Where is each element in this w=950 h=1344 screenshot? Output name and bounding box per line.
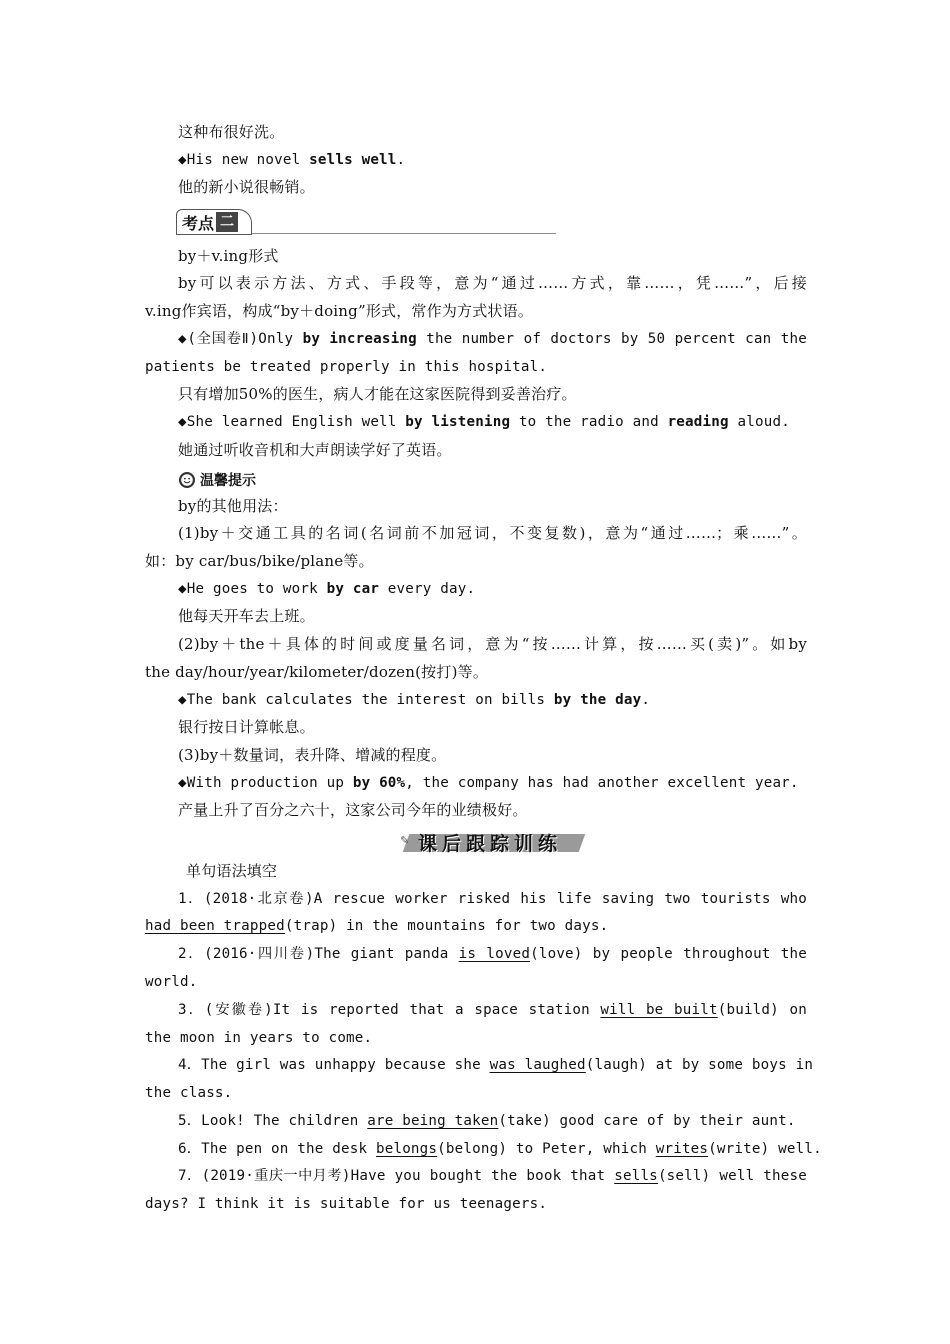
example-sentence: ◆He goes to work by car every day. [178, 581, 476, 597]
text-line: (2)by＋the＋具体的时间或度量名词，意为“按……计算，按……买(卖)”。如by [178, 635, 807, 653]
section-badge: 考点 二 [176, 209, 252, 235]
question-line: the moon in years to come. [145, 1030, 373, 1046]
question-line: the class. [145, 1085, 233, 1101]
text-line: 这种布很好洗。 [178, 123, 285, 141]
tip-label: 温馨提示 [200, 473, 256, 489]
text-line: (3)by＋数量词，表升降、增减的程度。 [178, 746, 447, 764]
answer-blank: had been trapped [145, 918, 285, 934]
question-line: 5．Look! The children are being taken(take) good care of by their aunt. [178, 1113, 796, 1129]
section-title: by＋v.ing形式 [178, 247, 279, 265]
example-sentence: ◆She learned English well by listening to the radio and reading aloud. [178, 414, 790, 430]
text-line: v.ing作宾语，构成“by＋doing”形式，常作为方式状语。 [145, 302, 534, 320]
exercise-subtitle: 单句语法填空 [186, 862, 278, 880]
translation-line: 银行按日计算帐息。 [178, 718, 315, 736]
example-sentence: patients be treated properly in this hospital. [145, 359, 548, 375]
answer-blank: sells [614, 1168, 658, 1184]
answer-blank: was laughed [489, 1057, 586, 1073]
question-line: world. [145, 974, 198, 990]
answer-blank: writes [655, 1141, 709, 1157]
translation-line: 他每天开车去上班。 [178, 607, 315, 625]
example-sentence: ◆With production up by 60%, the company has had another excellent year. [178, 775, 799, 791]
tip-header [178, 470, 256, 490]
text-line: by可以表示方法、方式、手段等，意为“通过……方式，靠……，凭……”，后接 [178, 274, 807, 292]
question-line: 7．(2019·重庆一中月考)Have you bought the book that sells(sell) well these [178, 1168, 807, 1184]
question-line: had been trapped(trap) in the mountains for two days. [145, 918, 609, 934]
text-line: the day/hour/year/kilometer/dozen(按打)等。 [145, 663, 489, 681]
example-sentence: ◆His new novel sells well. [178, 152, 406, 168]
section-rule [252, 233, 556, 234]
translation-line: 产量上升了百分之六十，这家公司今年的业绩极好。 [178, 801, 528, 819]
banner-title: 课后跟踪训练 [418, 833, 563, 855]
text-line: (1)by＋交通工具的名词(名词前不加冠词，不变复数)，意为“通过……；乘……”。 [178, 524, 807, 542]
smiley-icon [178, 471, 196, 489]
question-line: 1．(2018·北京卷)A rescue worker risked his life saving two tourists who [178, 891, 807, 907]
example-sentence: ◆The bank calculates the interest on bills by the day. [178, 692, 651, 708]
text-line: 如：by car/bus/bike/plane等。 [145, 552, 374, 570]
question-line: 3．(安徽卷)It is reported that a space station will be built(build) on [178, 1002, 807, 1018]
example-sentence: ◆(全国卷Ⅱ)Only by increasing the number of doctors by 50 percent can the [178, 331, 807, 347]
answer-blank: will be built [600, 1002, 718, 1018]
translation-line: 只有增加50%的医生，病人才能在这家医院得到妥善治疗。 [178, 385, 577, 403]
pencil-icon: ✎ [400, 834, 410, 847]
translation-line: 她通过听收音机和大声朗读学好了英语。 [178, 441, 452, 459]
answer-blank: belongs [375, 1141, 438, 1157]
question-line: days? I think it is suitable for us teenagers. [145, 1196, 548, 1212]
answer-blank: are being taken [367, 1113, 499, 1129]
text-line: by的其他用法： [178, 497, 288, 515]
question-line: 2．(2016·四川卷)The giant panda is loved(love) by people throughout the [178, 946, 807, 962]
question-line: 4．The girl was unhappy because she was laughed(laugh) at by some boys in [178, 1057, 814, 1073]
answer-blank: is loved [458, 946, 531, 962]
section-banner [400, 828, 585, 856]
question-line: 6．The pen on the desk belongs(belong) to Peter, which writes(write) well. [178, 1141, 822, 1157]
translation-line: 他的新小说很畅销。 [178, 178, 315, 196]
